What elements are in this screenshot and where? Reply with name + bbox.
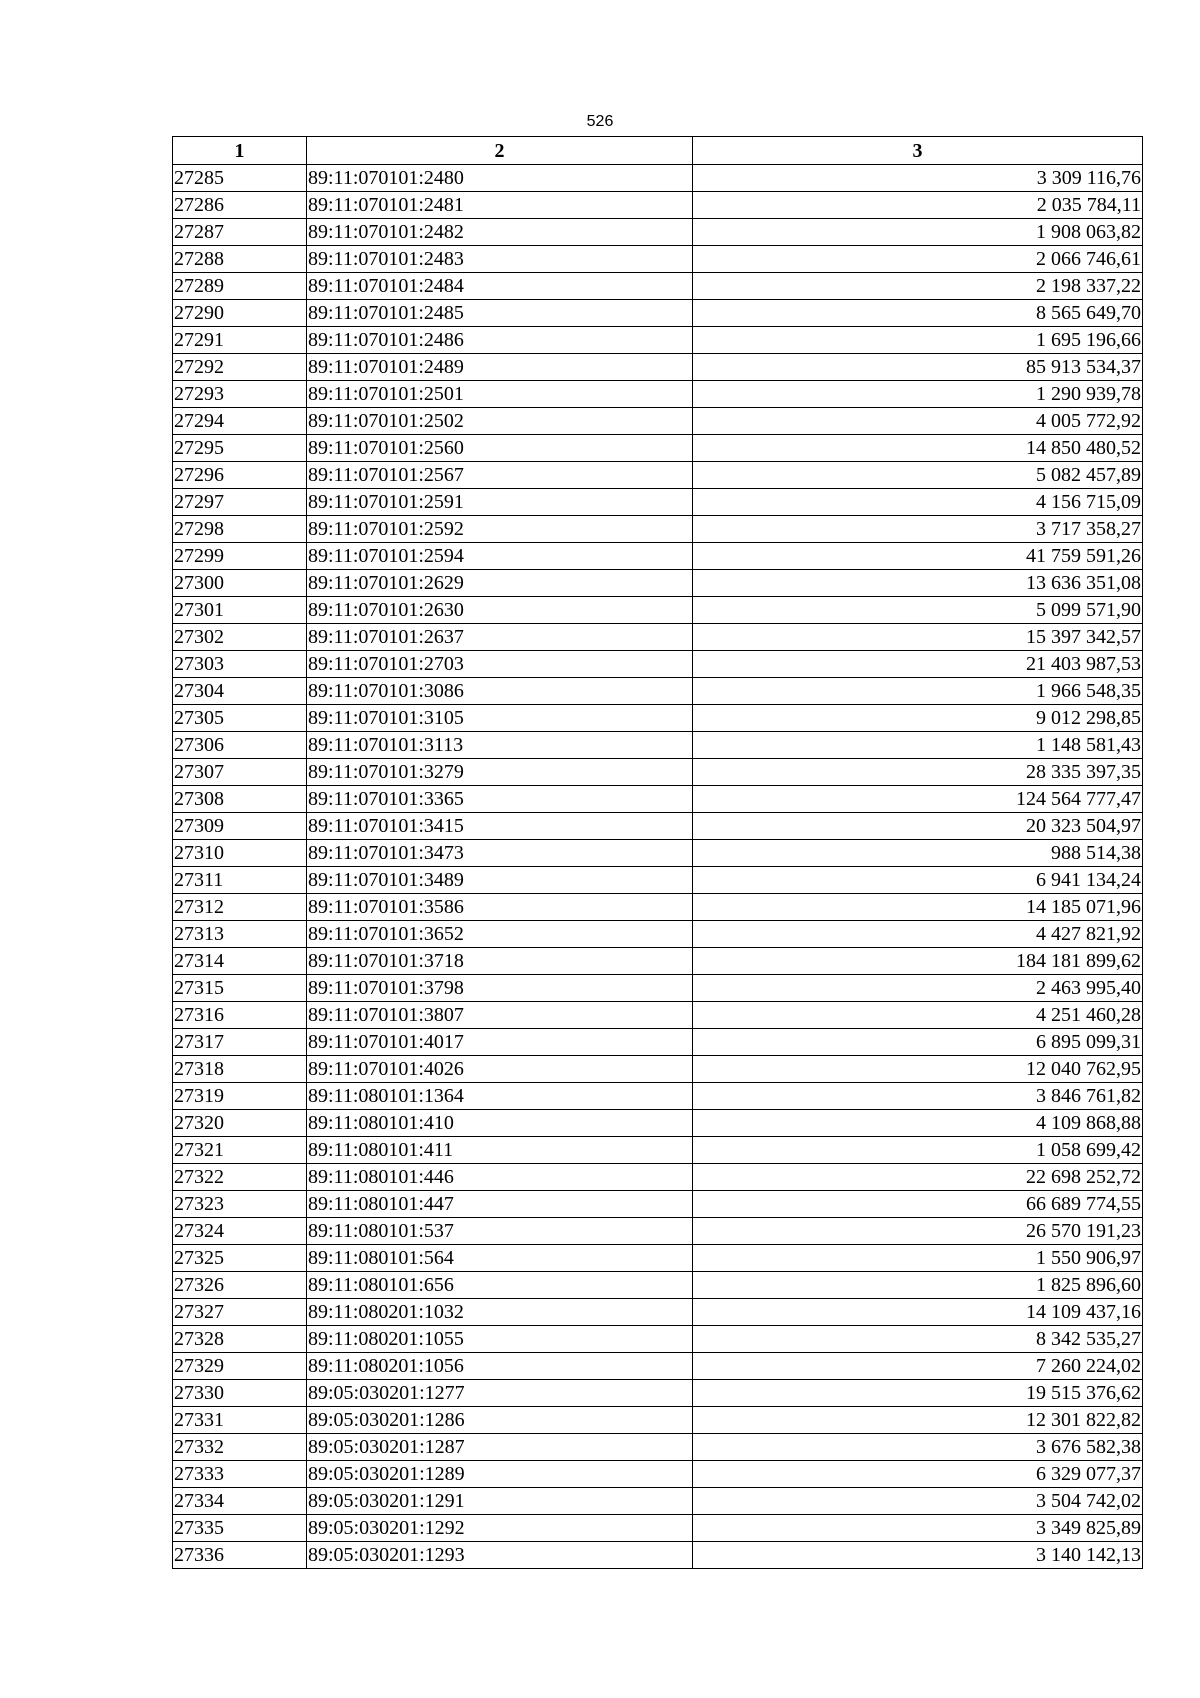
cadastral-number-cell: 89:11:080101:447 [307,1191,693,1218]
table-row [173,1164,1143,1191]
cadastral-value-cell: 5 082 457,89 [693,462,1143,489]
page-number: 526 [586,113,614,130]
cadastral-value-cell: 15 397 342,57 [693,624,1143,651]
table-row [173,246,1143,273]
row-number-cell: 27285 [173,165,307,192]
cadastral-number-cell: 89:11:070101:3586 [307,894,693,921]
table-row [173,1434,1143,1461]
table-row [173,1407,1143,1434]
cadastral-number-cell: 89:11:070101:3718 [307,948,693,975]
table-row [173,219,1143,246]
table-row [173,1218,1143,1245]
row-number-cell: 27289 [173,273,307,300]
table-row [173,867,1143,894]
table-row [173,1083,1143,1110]
cadastral-number-cell: 89:11:070101:2483 [307,246,693,273]
cadastral-number-cell: 89:11:070101:3652 [307,921,693,948]
cadastral-number-cell: 89:11:080101:537 [307,1218,693,1245]
row-number-cell: 27287 [173,219,307,246]
row-number-cell: 27299 [173,543,307,570]
row-number-cell: 27306 [173,732,307,759]
table-body [173,165,1143,1569]
cadastral-value-cell: 14 185 071,96 [693,894,1143,921]
table-row [173,975,1143,1002]
row-number-cell: 27328 [173,1326,307,1353]
table-row [173,1029,1143,1056]
cadastral-value-cell: 3 504 742,02 [693,1488,1143,1515]
row-number-cell: 27292 [173,354,307,381]
table-row [173,1272,1143,1299]
cadastral-value-cell: 4 156 715,09 [693,489,1143,516]
cadastral-number-cell: 89:11:080101:446 [307,1164,693,1191]
row-number-cell: 27309 [173,813,307,840]
row-number-cell: 27327 [173,1299,307,1326]
column-header-3: 3 [693,137,1143,165]
cadastral-value-cell: 6 941 134,24 [693,867,1143,894]
row-number-cell: 27290 [173,300,307,327]
cadastral-value-cell: 1 058 699,42 [693,1137,1143,1164]
table-row [173,408,1143,435]
cadastral-number-cell: 89:11:070101:2481 [307,192,693,219]
row-number-cell: 27312 [173,894,307,921]
cadastral-number-cell: 89:11:080201:1032 [307,1299,693,1326]
row-number-cell: 27317 [173,1029,307,1056]
cadastral-number-cell: 89:11:070101:2501 [307,381,693,408]
row-number-cell: 27296 [173,462,307,489]
table-row [173,1002,1143,1029]
table-row [173,1245,1143,1272]
cadastral-value-cell: 3 309 116,76 [693,165,1143,192]
cadastral-number-cell: 89:05:030201:1286 [307,1407,693,1434]
table-row [173,1461,1143,1488]
table-row [173,1380,1143,1407]
cadastral-number-cell: 89:11:070101:2567 [307,462,693,489]
row-number-cell: 27322 [173,1164,307,1191]
cadastral-number-cell: 89:11:070101:3086 [307,678,693,705]
cadastral-number-cell: 89:05:030201:1293 [307,1542,693,1569]
table-header [173,137,1143,165]
cadastral-value-cell: 1 825 896,60 [693,1272,1143,1299]
cadastral-value-cell: 2 463 995,40 [693,975,1143,1002]
cadastral-number-cell: 89:11:070101:3415 [307,813,693,840]
table-row [173,1191,1143,1218]
cadastral-number-cell: 89:11:070101:2489 [307,354,693,381]
cadastral-value-cell: 1 550 906,97 [693,1245,1143,1272]
table-row [173,921,1143,948]
table-row [173,1299,1143,1326]
row-number-cell: 27315 [173,975,307,1002]
cadastral-value-cell: 6 329 077,37 [693,1461,1143,1488]
table-row [173,894,1143,921]
table-row [173,1353,1143,1380]
cadastral-value-cell: 7 260 224,02 [693,1353,1143,1380]
cadastral-value-cell: 4 109 868,88 [693,1110,1143,1137]
table-row [173,300,1143,327]
cadastral-value-cell: 13 636 351,08 [693,570,1143,597]
cadastral-value-cell: 26 570 191,23 [693,1218,1143,1245]
cadastral-value-cell: 1 148 581,43 [693,732,1143,759]
cadastral-value-cell: 28 335 397,35 [693,759,1143,786]
row-number-cell: 27320 [173,1110,307,1137]
cadastral-value-cell: 3 349 825,89 [693,1515,1143,1542]
cadastral-value-cell: 14 109 437,16 [693,1299,1143,1326]
cadastral-value-cell: 9 012 298,85 [693,705,1143,732]
cadastral-number-cell: 89:11:070101:3365 [307,786,693,813]
cadastral-number-cell: 89:05:030201:1291 [307,1488,693,1515]
row-number-cell: 27310 [173,840,307,867]
cadastral-number-cell: 89:11:070101:3279 [307,759,693,786]
table-row [173,651,1143,678]
table-row [173,840,1143,867]
cadastral-number-cell: 89:11:070101:3798 [307,975,693,1002]
row-number-cell: 27297 [173,489,307,516]
cadastral-value-cell: 6 895 099,31 [693,1029,1143,1056]
cadastral-number-cell: 89:11:070101:2502 [307,408,693,435]
cadastral-number-cell: 89:11:070101:2482 [307,219,693,246]
cadastral-number-cell: 89:05:030201:1292 [307,1515,693,1542]
cadastral-number-cell: 89:11:070101:2630 [307,597,693,624]
row-number-cell: 27334 [173,1488,307,1515]
header-row [173,137,1143,165]
cadastral-number-cell: 89:05:030201:1277 [307,1380,693,1407]
row-number-cell: 27291 [173,327,307,354]
cadastral-number-cell: 89:11:070101:2703 [307,651,693,678]
row-number-cell: 27323 [173,1191,307,1218]
cadastral-number-cell: 89:11:070101:2480 [307,165,693,192]
table-row [173,192,1143,219]
cadastral-number-cell: 89:11:080101:411 [307,1137,693,1164]
table-row [173,1488,1143,1515]
row-number-cell: 27298 [173,516,307,543]
cadastral-number-cell: 89:11:070101:4026 [307,1056,693,1083]
cadastral-value-cell: 5 099 571,90 [693,597,1143,624]
row-number-cell: 27301 [173,597,307,624]
table-row [173,786,1143,813]
cadastral-value-cell: 14 850 480,52 [693,435,1143,462]
table-row [173,435,1143,462]
cadastral-value-table [172,136,1143,1569]
cadastral-value-cell: 3 676 582,38 [693,1434,1143,1461]
table-row [173,489,1143,516]
cadastral-value-cell: 2 066 746,61 [693,246,1143,273]
table-row [173,705,1143,732]
row-number-cell: 27300 [173,570,307,597]
row-number-cell: 27325 [173,1245,307,1272]
row-number-cell: 27288 [173,246,307,273]
row-number-cell: 27321 [173,1137,307,1164]
cadastral-number-cell: 89:11:070101:3105 [307,705,693,732]
row-number-cell: 27286 [173,192,307,219]
row-number-cell: 27302 [173,624,307,651]
cadastral-value-cell: 2 035 784,11 [693,192,1143,219]
table-row [173,381,1143,408]
row-number-cell: 27333 [173,1461,307,1488]
table-row [173,1326,1143,1353]
row-number-cell: 27330 [173,1380,307,1407]
cadastral-value-cell: 8 565 649,70 [693,300,1143,327]
cadastral-value-cell: 2 198 337,22 [693,273,1143,300]
cadastral-value-cell: 21 403 987,53 [693,651,1143,678]
cadastral-value-cell: 4 005 772,92 [693,408,1143,435]
row-number-cell: 27331 [173,1407,307,1434]
cadastral-value-cell: 4 427 821,92 [693,921,1143,948]
row-number-cell: 27332 [173,1434,307,1461]
row-number-cell: 27294 [173,408,307,435]
row-number-cell: 27324 [173,1218,307,1245]
row-number-cell: 27305 [173,705,307,732]
cadastral-number-cell: 89:05:030201:1287 [307,1434,693,1461]
cadastral-value-cell: 41 759 591,26 [693,543,1143,570]
table-row [173,462,1143,489]
row-number-cell: 27313 [173,921,307,948]
cadastral-value-cell: 12 301 822,82 [693,1407,1143,1434]
column-header-1: 1 [173,137,307,165]
cadastral-number-cell: 89:11:080101:564 [307,1245,693,1272]
table-row [173,543,1143,570]
table-row [173,624,1143,651]
table-row [173,759,1143,786]
row-number-cell: 27319 [173,1083,307,1110]
cadastral-value-cell: 1 966 548,35 [693,678,1143,705]
cadastral-value-cell: 22 698 252,72 [693,1164,1143,1191]
table-row [173,597,1143,624]
row-number-cell: 27293 [173,381,307,408]
table-row [173,948,1143,975]
cadastral-value-cell: 988 514,38 [693,840,1143,867]
cadastral-number-cell: 89:11:070101:3113 [307,732,693,759]
table-row [173,1110,1143,1137]
cadastral-number-cell: 89:11:070101:2592 [307,516,693,543]
table-row [173,354,1143,381]
cadastral-value-cell: 184 181 899,62 [693,948,1143,975]
cadastral-number-cell: 89:11:070101:2485 [307,300,693,327]
row-number-cell: 27314 [173,948,307,975]
cadastral-number-cell: 89:11:070101:3807 [307,1002,693,1029]
table-row [173,732,1143,759]
cadastral-number-cell: 89:11:070101:2484 [307,273,693,300]
cadastral-value-cell: 85 913 534,37 [693,354,1143,381]
cadastral-number-cell: 89:11:080101:1364 [307,1083,693,1110]
cadastral-number-cell: 89:05:030201:1289 [307,1461,693,1488]
cadastral-number-cell: 89:11:070101:4017 [307,1029,693,1056]
row-number-cell: 27318 [173,1056,307,1083]
cadastral-value-cell: 8 342 535,27 [693,1326,1143,1353]
row-number-cell: 27316 [173,1002,307,1029]
cadastral-value-cell: 3 140 142,13 [693,1542,1143,1569]
row-number-cell: 27311 [173,867,307,894]
table-row [173,570,1143,597]
cadastral-number-cell: 89:11:070101:2560 [307,435,693,462]
row-number-cell: 27335 [173,1515,307,1542]
table-row [173,516,1143,543]
row-number-cell: 27307 [173,759,307,786]
cadastral-number-cell: 89:11:070101:2629 [307,570,693,597]
cadastral-number-cell: 89:11:080101:410 [307,1110,693,1137]
table-row [173,813,1143,840]
table-row [173,1515,1143,1542]
cadastral-value-cell: 20 323 504,97 [693,813,1143,840]
row-number-cell: 27336 [173,1542,307,1569]
row-number-cell: 27304 [173,678,307,705]
cadastral-value-cell: 66 689 774,55 [693,1191,1143,1218]
table-row [173,273,1143,300]
table-row [173,327,1143,354]
cadastral-number-cell: 89:11:080201:1055 [307,1326,693,1353]
row-number-cell: 27295 [173,435,307,462]
cadastral-value-cell: 1 908 063,82 [693,219,1143,246]
table-row [173,1137,1143,1164]
cadastral-value-cell: 12 040 762,95 [693,1056,1143,1083]
cadastral-number-cell: 89:11:070101:2594 [307,543,693,570]
cadastral-number-cell: 89:11:070101:2637 [307,624,693,651]
cadastral-value-cell: 4 251 460,28 [693,1002,1143,1029]
table-row [173,1056,1143,1083]
cadastral-value-cell: 3 717 358,27 [693,516,1143,543]
cadastral-number-cell: 89:11:070101:2486 [307,327,693,354]
cadastral-number-cell: 89:11:080201:1056 [307,1353,693,1380]
table-row [173,1542,1143,1569]
cadastral-value-cell: 124 564 777,47 [693,786,1143,813]
row-number-cell: 27329 [173,1353,307,1380]
cadastral-value-cell: 3 846 761,82 [693,1083,1143,1110]
cadastral-number-cell: 89:11:080101:656 [307,1272,693,1299]
cadastral-number-cell: 89:11:070101:2591 [307,489,693,516]
row-number-cell: 27303 [173,651,307,678]
cadastral-value-cell: 19 515 376,62 [693,1380,1143,1407]
row-number-cell: 27308 [173,786,307,813]
cadastral-value-cell: 1 695 196,66 [693,327,1143,354]
table-row [173,165,1143,192]
table-row [173,678,1143,705]
row-number-cell: 27326 [173,1272,307,1299]
cadastral-number-cell: 89:11:070101:3473 [307,840,693,867]
cadastral-value-cell: 1 290 939,78 [693,381,1143,408]
cadastral-number-cell: 89:11:070101:3489 [307,867,693,894]
column-header-2: 2 [307,137,693,165]
